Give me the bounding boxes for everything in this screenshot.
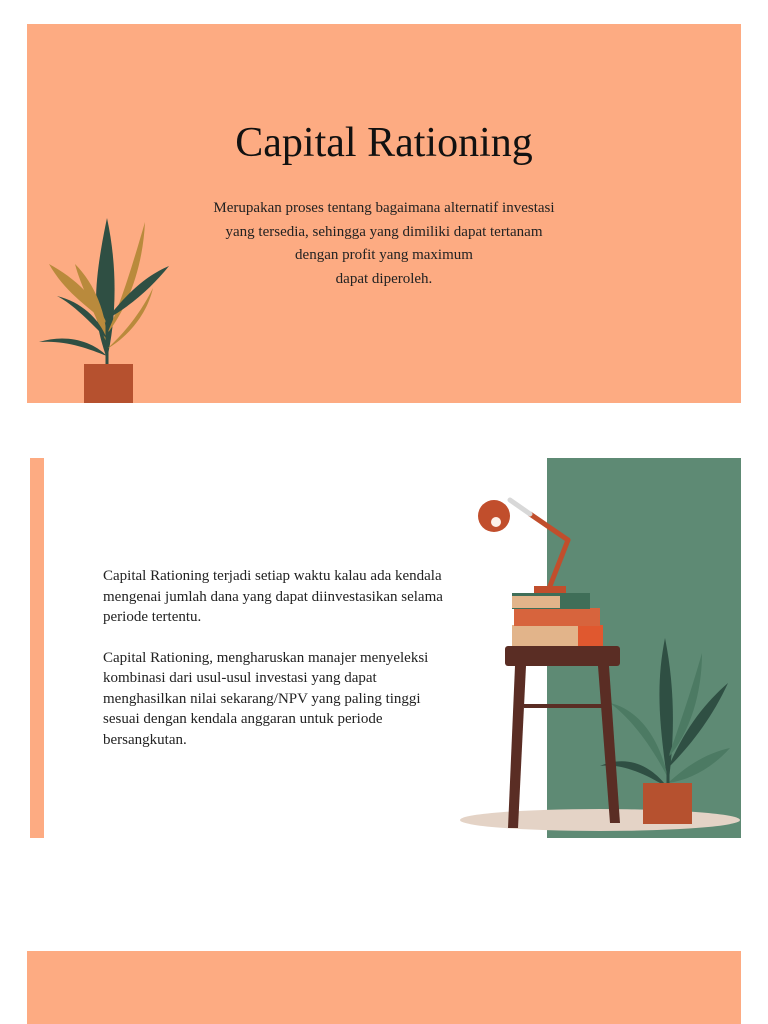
paragraph-1: Capital Rationing terjadi setiap waktu kalau ada kendala mengenai jumlah dana yang dapat diinvestasikan selama periode tertentu. [103,568,443,625]
stool-icon [505,646,620,828]
potted-plant-icon [35,214,175,403]
floor-shadow [460,809,740,831]
book-stack-icon [512,593,603,646]
description-line-2: yang tersedia, sehingga yang dimiliki dapat tertanam [225,223,543,240]
potted-plant-icon [600,638,730,824]
desk-illustration [450,478,741,838]
accent-bar [30,458,44,838]
desk-lamp-icon [478,500,568,593]
description-line-4: dapat diperoleh. [335,270,433,287]
content-text [103,566,443,750]
title-description [184,197,584,291]
paragraph-2: Capital Rationing, mengharuskan manajer menyeleksi kombinasi dari usul-usul investasi yang dapat menghasilkan nilai sekarang/NPV yang paling tinggi sesuai dengan kendala anggaran untuk periode bersangkutan. [103,649,429,748]
description-line-3: dengan profit yang maximum [295,247,473,263]
slide-next [27,951,741,1024]
slide-content [30,458,741,838]
description-line-1: Merupakan proses tentang bagaimana alternatif investasi [213,200,555,216]
page-title: Capital Rationing [235,120,533,166]
slide-title [27,24,741,403]
